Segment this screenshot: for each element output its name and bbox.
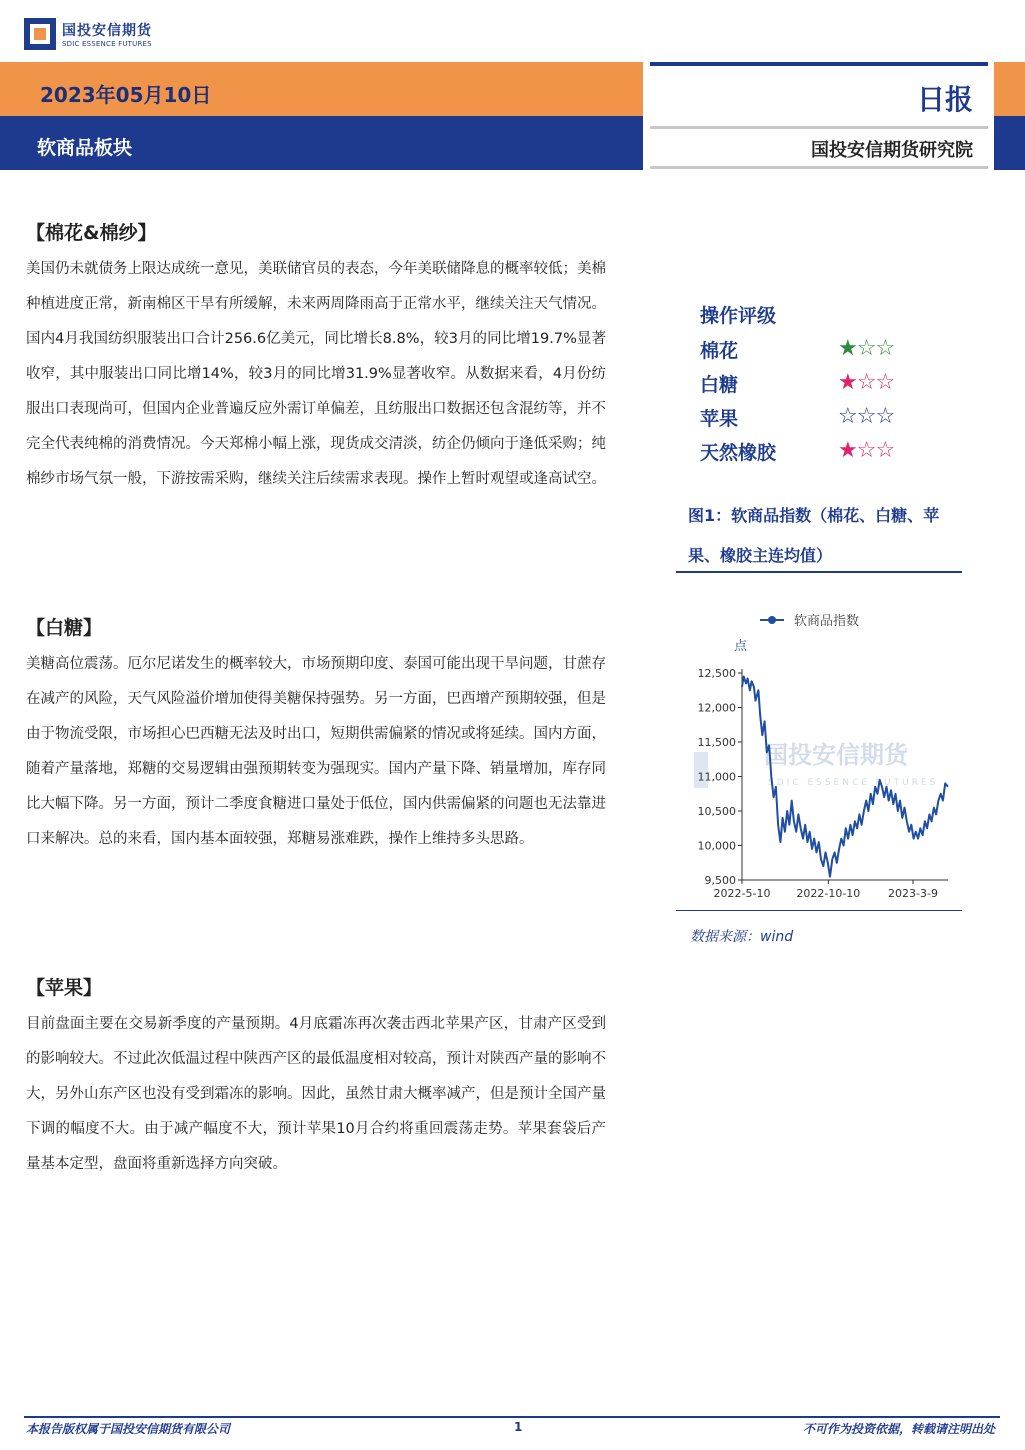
y-tick-label: 11,500 — [697, 736, 736, 749]
star-filled-icon: ★ — [838, 370, 857, 395]
y-tick-label: 10,000 — [697, 839, 736, 853]
section-banner — [0, 116, 643, 170]
chart-legend — [760, 613, 859, 629]
section-name: 软商品板块 — [37, 137, 133, 159]
star-empty-icon: ☆ — [838, 404, 857, 429]
header-accent-blue — [994, 116, 1025, 170]
y-tick-label: 10,500 — [697, 805, 736, 818]
section-title-cotton: 【棉花&棉纱】 — [26, 222, 157, 244]
rating-label: 白糖 — [700, 374, 739, 396]
star-empty-icon: ☆ — [856, 336, 876, 361]
star-empty-icon: ☆ — [856, 404, 876, 429]
section-title-apple: 【苹果】 — [26, 977, 103, 999]
report-type: 日报 — [916, 83, 973, 116]
rating-stars — [838, 370, 894, 396]
star-empty-icon: ☆ — [875, 404, 895, 429]
page-number: 1 — [514, 1420, 523, 1434]
y-tick-label: 12,000 — [697, 701, 736, 715]
x-tick-label: 2022-5-10 — [713, 887, 771, 900]
date-banner — [0, 62, 643, 116]
logo-name: 国投安信期货 — [62, 23, 152, 39]
x-tick-label: 2023-3-9 — [888, 887, 938, 900]
logo-subtitle: SDIC ESSENCE FUTURES — [62, 40, 152, 48]
rating-title: 操作评级 — [700, 305, 777, 327]
y-tick-label: 11,000 — [697, 770, 736, 784]
rating-row-rubber — [700, 438, 930, 468]
header-accent-orange — [994, 62, 1025, 116]
section-body-sugar: 美糖高位震荡。厄尔尼诺发生的概率较大，市场预期印度、泰国可能出现干旱问题，甘蔗存在减产的风险，天气风险溢价增加使得美糖保持强势。另一方面，巴西增产预期较强，但是由于物流受限，市场担心巴西糖无法及时出口，短期供需偏紧的情况或将延续。国内方面，随着产量落地，郑糖的交易逻辑由强预期转变为强现实。国内产量下降、销量增加，库存同比大幅下降。另一方面，预计二季度食糖进口量处于低位，国内供需偏紧的问题也无法靠进口来解决。总的来看，国内基本面较强，郑糖易涨难跌，操作上维持多头思路。 — [26, 656, 606, 847]
y-axis-unit: 点 — [734, 639, 748, 654]
section-body-cotton: 美国仍未就债务上限达成统一意见，美联储官员的表态，今年美联储降息的概率较低；美棉种植进度正常，新南棉区干旱有所缓解，未来两周降雨高于正常水平，继续关注天气情况。国内4月我国纺织服装出口合计256.6亿美元，同比增长8.8%，较3月的同比增19.7%显著收窄，其中服装出口同比增14%，较3月的同比增31.9%显著收窄。从数据来看，4月份纺服出口表现尚可，但国内企业普遍反应外需订单偏差，且纺服出口数据还包含混纺等，并不完全代表纯棉的消费情况。今天郑棉小幅上涨，现货成交清淡，纺企仍倾向于逢低采购；纯棉纱市场气氛一般，下游按需采购，继续关注后续需求表现。操作上暂时观望或逢高试空。 — [26, 261, 606, 487]
soft-commodity-index-chart — [676, 600, 962, 905]
report-date: 2023年05月10日 — [40, 83, 212, 107]
section-title-sugar: 【白糖】 — [26, 617, 103, 639]
rating-label: 天然橡胶 — [700, 442, 777, 464]
logo-mark-icon — [24, 18, 56, 50]
rating-row-apple — [700, 404, 930, 434]
star-empty-icon: ☆ — [856, 438, 876, 463]
figure-rule-bottom — [676, 910, 962, 911]
rating-row-cotton — [700, 336, 930, 366]
data-source: 数据来源：wind — [690, 929, 794, 945]
watermark-subtext: SDIC ESSENCE FUTURES — [768, 778, 939, 788]
header-rule-top — [650, 62, 988, 66]
x-tick-label: 2022-10-10 — [796, 887, 861, 900]
y-tick-label: 12,500 — [697, 667, 736, 680]
star-empty-icon: ☆ — [875, 370, 895, 395]
figure-caption: 图1：软商品指数（棉花、白糖、苹果、橡胶主连均值） — [688, 506, 940, 565]
rating-stars — [838, 438, 894, 464]
legend-label: 软商品指数 — [794, 614, 860, 629]
rating-label: 苹果 — [700, 408, 739, 430]
figure-rule-top — [676, 571, 962, 573]
footer-disclaimer: 不可作为投资依据，转载请注明出处 — [802, 1422, 995, 1436]
header-rule-bottom — [650, 166, 988, 169]
rating-stars — [838, 336, 894, 362]
star-empty-icon: ☆ — [856, 370, 876, 395]
rating-label: 棉花 — [700, 340, 739, 362]
watermark-text: 国投安信期货 — [764, 741, 908, 769]
star-filled-icon: ★ — [838, 336, 857, 361]
series-line-soft-commodity-index — [742, 677, 948, 877]
y-axis — [698, 667, 743, 887]
y-tick-label: 9,500 — [704, 874, 736, 887]
rating-row-sugar — [700, 370, 930, 400]
star-empty-icon: ☆ — [875, 438, 895, 463]
footer-copyright: 本报告版权属于国投安信期货有限公司 — [26, 1422, 231, 1436]
footer-rule — [24, 1416, 1000, 1418]
x-axis — [714, 880, 948, 900]
chart-series — [742, 677, 948, 877]
header-rule-middle — [650, 126, 988, 129]
section-body-apple: 目前盘面主要在交易新季度的产量预期。4月底霜冻再次袭击西北苹果产区，甘肃产区受到的影响较大。不过此次低温过程中陕西产区的最低温度相对较高，预计对陕西产量的影响不大，另外山东产区也没有受到霜冻的影响。因此，虽然甘肃大概率减产，但是预计全国产量下调的幅度不大。由于减产幅度不大，预计苹果10月合约将重回震荡走势。苹果套袋后产量基本定型，盘面将重新选择方向突破。 — [26, 1016, 606, 1172]
rating-stars — [838, 404, 894, 430]
legend-marker — [768, 616, 776, 624]
company-logo — [24, 18, 174, 52]
star-empty-icon: ☆ — [875, 336, 895, 361]
star-filled-icon: ★ — [838, 438, 857, 463]
institute-name: 国投安信期货研究院 — [811, 140, 973, 161]
